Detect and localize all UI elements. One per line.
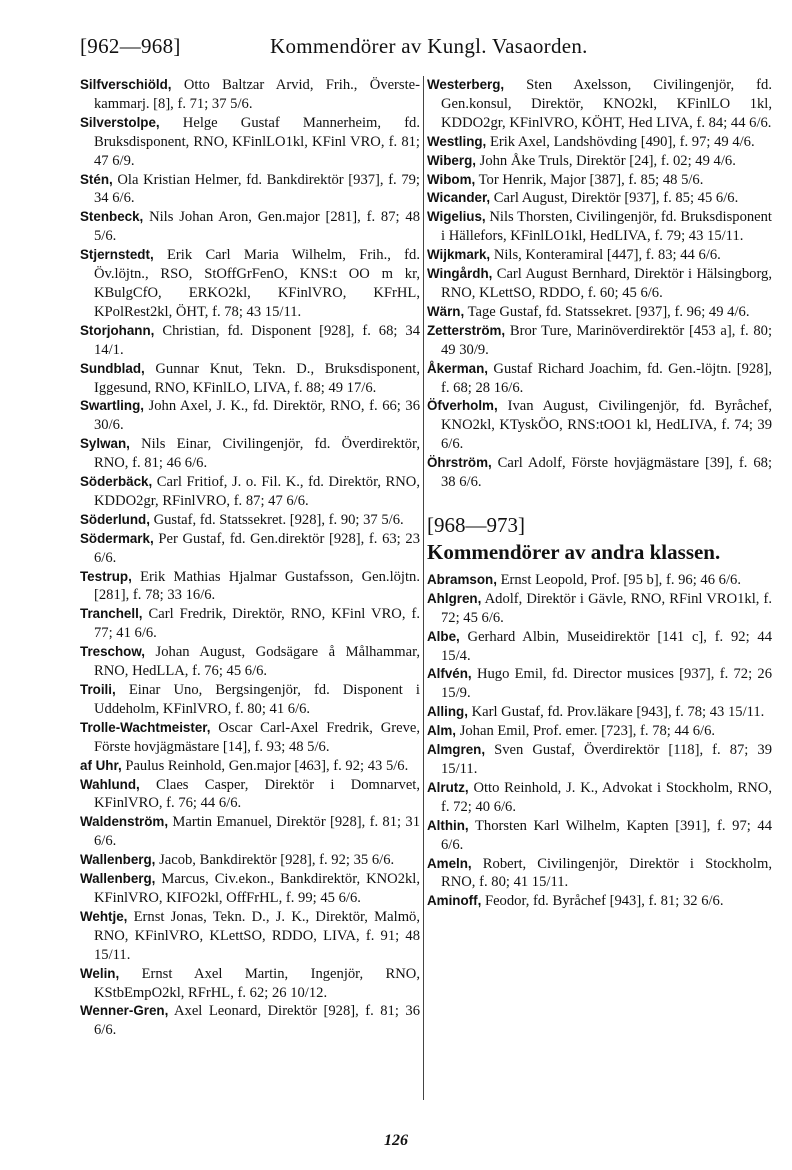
entry-text: Ernst Jonas, Tekn. D., J. K., Direktör, Malmö, RNO, KFinlVRO, KLettSO, RDDO, LIVA, f. 91; 48 15/11. xyxy=(94,908,420,963)
entry-name: Öhrström, xyxy=(427,455,492,471)
entry xyxy=(80,813,420,851)
entry-text: Sten Axelsson, Civilingenjör, fd. Gen.konsul, Direktör, KNO2kl, KFinlLO 1kl, KDDO2gr, KFinlVRO, KÖHT, Hed LIVA, f. 84; 44 6/6. xyxy=(441,77,772,131)
entry xyxy=(427,265,772,303)
entry-name: Wicander, xyxy=(427,190,491,206)
entry-name: Sundblad, xyxy=(80,360,145,376)
entry-name: Aminoff, xyxy=(427,893,482,909)
entry-name: Wingårdh, xyxy=(427,266,493,282)
entry xyxy=(427,779,772,817)
page-title: Kommendörer av Kungl. Vasaorden. xyxy=(270,34,588,58)
entry-text: Nils Thorsten, Civilingenjör, fd. Bruksdisponent i Hällefors, KFinlLO1kl, HedLIVA, f. 79; 43 15/11. xyxy=(441,209,772,245)
page-range: [962—968] xyxy=(80,34,181,58)
entry xyxy=(80,908,420,965)
entry-text: John Åke Truls, Direktör [24], f. 02; 49 4/6. xyxy=(479,152,736,169)
entry-name: Alfvén, xyxy=(427,666,472,682)
entry-name: Swartling, xyxy=(80,398,144,414)
entry xyxy=(80,1002,420,1040)
entry-name: Stjernstedt, xyxy=(80,247,154,263)
entry xyxy=(427,571,772,590)
entry-name: Wijkmark, xyxy=(427,247,491,263)
entry xyxy=(80,776,420,814)
entry-name: Althin, xyxy=(427,817,469,833)
section-title: Kommendörer av andra klassen. xyxy=(427,539,721,564)
entry-text: Carl August, Direktör [937], f. 85; 45 6/6. xyxy=(493,190,739,207)
entry-text: Ernst Leopold, Prof. [95 b], f. 96; 46 6/6. xyxy=(500,571,741,588)
entry-text: Erik Mathias Hjalmar Gustafsson, Gen.löjtn. [281], f. 78; 33 16/6. xyxy=(94,568,420,604)
entry-text: Carl Fritiof, J. o. Fil. K., fd. Direktör, RNO, KDDO2gr, RFinlVRO, f. 87; 47 6/6. xyxy=(94,474,420,509)
entry-name: Alling, xyxy=(427,704,468,720)
section-entries xyxy=(427,571,772,911)
entry-text: Johan Emil, Prof. emer. [723], f. 78; 44 6/6. xyxy=(459,723,716,740)
entry-name: Wallenberg, xyxy=(80,871,156,887)
entry xyxy=(427,360,772,398)
entry-name: Zetterström, xyxy=(427,322,506,338)
entry-name: Testrup, xyxy=(80,568,132,584)
entry-name: Welin, xyxy=(80,965,120,981)
entry-name: af Uhr, xyxy=(80,757,122,773)
entry-text: Erik Axel, Landshövding [490], f. 97; 49 4/6. xyxy=(489,133,755,150)
entry-text: Christian, fd. Disponent [928], f. 68; 34 14/1. xyxy=(94,322,420,358)
section-range: [968—973] xyxy=(427,512,525,537)
entry-name: Stén, xyxy=(80,171,113,187)
entry-text: Martin Emanuel, Direktör [928], f. 81; 31 6/6. xyxy=(94,814,420,850)
entry-text: Carl Fredrik, Direktör, RNO, KFinl VRO, f. 77; 41 6/6. xyxy=(94,606,421,642)
running-head xyxy=(80,34,770,60)
entry-name: Söderlund, xyxy=(80,511,150,527)
entry-name: Wibom, xyxy=(427,171,476,187)
entry xyxy=(427,722,772,741)
right-column-entries xyxy=(427,76,772,492)
entry-name: Silfverschiöld, xyxy=(80,77,172,92)
entry-name: Ameln, xyxy=(427,855,472,871)
entry-text: Sven Gustaf, Överdirektör [118], f. 87; 39 15/11. xyxy=(441,742,772,777)
entry-text: Otto Reinhold, J. K., Advokat i Stockholm, RNO, f. 72; 40 6/6. xyxy=(441,779,772,815)
entry-name: Storjohann, xyxy=(80,322,155,338)
entry-text: Thorsten Karl Wilhelm, Kapten [391], f. 97; 44 6/6. xyxy=(441,817,772,853)
entry xyxy=(427,322,772,360)
entry-name: Åkerman, xyxy=(427,360,489,376)
entry xyxy=(427,665,772,703)
entry xyxy=(427,246,772,265)
entry-name: Wehtje, xyxy=(80,908,128,924)
entry xyxy=(80,360,420,398)
entry-name: Westerberg, xyxy=(427,77,505,92)
entry-text: Tage Gustaf, fd. Statssekret. [937], f. 96; 49 4/6. xyxy=(467,303,750,320)
entry-text: Ernst Axel Martin, Ingenjör, RNO, KStbEmpO2kl, RFrHL, f. 62; 26 10/12. xyxy=(94,965,420,1001)
entry xyxy=(80,851,420,870)
entry-text: John Axel, J. K., fd. Direktör, RNO, f. 66; 36 30/6. xyxy=(94,398,420,434)
entry xyxy=(427,171,772,190)
entry xyxy=(80,322,420,360)
entry-name: Westling, xyxy=(427,133,487,149)
entry xyxy=(80,435,420,473)
entry xyxy=(80,757,420,776)
entry-name: Ahlgren, xyxy=(427,590,482,606)
entry xyxy=(80,965,420,1003)
entry-text: Oscar Carl-Axel Fredrik, Greve, Förste hovjägmästare [14], f. 93; 48 5/6. xyxy=(94,719,420,755)
entry-name: Almgren, xyxy=(427,742,486,758)
entry-text: Paulus Reinhold, Gen.major [463], f. 92; 43 5/6. xyxy=(125,757,409,774)
entry-text: Claes Casper, Direktör i Domnarvet, KFinlVRO, f. 76; 44 6/6. xyxy=(94,776,420,812)
entry-name: Öfverholm, xyxy=(427,398,498,414)
entry-text: Tor Henrik, Major [387], f. 85; 48 5/6. xyxy=(478,171,704,188)
entry-name: Waldenström, xyxy=(80,814,169,830)
entry-text: Ola Kristian Helmer, fd. Bankdirektör [937], f. 79; 34 6/6. xyxy=(94,171,420,207)
entry-text: Marcus, Civ.ekon., Bankdirektör, KNO2kl, KFinlVRO, KIFO2kl, OffFrHL, f. 99; 45 6/6. xyxy=(94,871,420,906)
entry-name: Tranchell, xyxy=(80,606,143,622)
entry xyxy=(80,208,420,246)
entry xyxy=(80,76,420,114)
entry xyxy=(427,855,772,893)
entry-text: Robert, Civilingenjör, Direktör i Stockholm, RNO, f. 80; 41 15/11. xyxy=(441,855,772,891)
entry-text: Einar Uno, Bergsingenjör, fd. Disponent i Uddeholm, KFinlVRO, f. 80; 41 6/6. xyxy=(94,682,420,717)
entry-text: Carl Adolf, Förste hovjägmästare [39], f. 68; 38 6/6. xyxy=(441,455,772,491)
entry-name: Södermark, xyxy=(80,530,154,546)
entry xyxy=(427,76,772,133)
entry xyxy=(80,568,420,606)
entry-name: Söderbäck, xyxy=(80,474,153,490)
entry-text: Feodor, fd. Byråchef [943], f. 81; 32 6/6. xyxy=(484,893,724,910)
entry xyxy=(80,246,420,322)
entry xyxy=(427,628,772,666)
entry-text: Nils Johan Aron, Gen.major [281], f. 87; 48 5/6. xyxy=(94,209,420,245)
entry-name: Silverstolpe, xyxy=(80,114,160,130)
entry xyxy=(427,892,772,911)
entry-text: Gunnar Knut, Tekn. D., Bruksdisponent, Iggesund, RNO, KFinlLO, LIVA, f. 88; 49 17/6. xyxy=(94,360,420,396)
entry-text: Ivan August, Civilingenjör, fd. Byråchef, KNO2kl, KTyskÖO, RNS:tOO1 kl, HedLIVA, f. 74; 39 6/6. xyxy=(441,398,773,453)
entry-text: Gustaf, fd. Statssekret. [928], f. 90; 37 5/6. xyxy=(153,511,404,528)
entry xyxy=(427,189,772,208)
entry xyxy=(427,133,772,152)
entry xyxy=(427,303,772,322)
entry-name: Alrutz, xyxy=(427,779,469,795)
entry-text: Per Gustaf, fd. Gen.direktör [928], f. 63; 23 6/6. xyxy=(94,530,420,566)
entry-name: Sylwan, xyxy=(80,436,130,452)
entry-name: Trolle-Wachtmeister, xyxy=(80,719,211,735)
entry-text: Bror Ture, Marinöverdirektör [453 a], f. 80; 49 30/9. xyxy=(441,322,772,358)
entry-name: Wärn, xyxy=(427,303,465,319)
entry xyxy=(80,643,420,681)
entry-name: Alm, xyxy=(427,723,457,739)
entry xyxy=(427,590,772,628)
entry-text: Gustaf Richard Joachim, fd. Gen.-löjtn. [928], f. 68; 28 16/6. xyxy=(441,360,773,396)
entry-name: Wigelius, xyxy=(427,209,486,225)
entry-text: Otto Baltzar Arvid, Frih., Överste-kammarj. [8], f. 71; 37 5/6. xyxy=(94,77,420,112)
entry xyxy=(80,870,420,908)
entry xyxy=(427,454,772,492)
right-column xyxy=(427,76,772,911)
entry-text: Adolf, Direktör i Gävle, RNO, RFinl VRO1kl, f. 72; 45 6/6. xyxy=(441,590,773,626)
entry-text: Gerhard Albin, Museidirektör [141 c], f. 92; 44 15/4. xyxy=(441,628,772,664)
entry xyxy=(427,741,772,779)
entry xyxy=(80,605,420,643)
entry-name: Abramson, xyxy=(427,571,497,587)
entry-name: Troili, xyxy=(80,682,116,697)
column-divider xyxy=(423,76,424,1100)
entry-text: Jacob, Bankdirektör [928], f. 92; 35 6/6. xyxy=(159,852,395,869)
entry-text: Nils, Konteramiral [447], f. 83; 44 6/6. xyxy=(493,247,721,264)
entry xyxy=(80,511,420,530)
entry-text: Nils Einar, Civilingenjör, fd. Överdirektör, RNO, f. 81; 46 6/6. xyxy=(94,436,420,472)
entry-text: Hugo Emil, fd. Director musices [937], f. 72; 26 15/9. xyxy=(441,666,773,702)
entry-name: Wahlund, xyxy=(80,776,140,792)
entry xyxy=(427,703,772,722)
entry-text: Erik Carl Maria Wilhelm, Frih., fd. Öv.löjtn., RSO, StOffGrFenO, KNS:t OO m kr, KBulgCfO, ERKO2kl, KFinlVRO, KFrHL, KPolRest2kl, ÖHT, f. 78; 43 15/11. xyxy=(94,247,420,320)
entry-text: Karl Gustaf, fd. Prov.läkare [943], f. 78; 43 15/11. xyxy=(471,704,765,721)
entry-name: Treschow, xyxy=(80,644,145,660)
entry xyxy=(427,208,772,246)
left-column xyxy=(80,76,420,1040)
entry xyxy=(80,473,420,511)
entry-text: Helge Gustaf Mannerheim, fd. Bruksdisponent, RNO, KFinlLO1kl, KFinl VRO, f. 81; 47 6/9. xyxy=(94,114,421,169)
entry-text: Carl August Bernhard, Direktör i Hälsingborg, RNO, KLettSO, RDDO, f. 60; 45 6/6. xyxy=(441,266,773,301)
entry xyxy=(80,530,420,568)
entry xyxy=(80,719,420,757)
entry xyxy=(80,397,420,435)
entry xyxy=(427,817,772,855)
entry xyxy=(427,397,772,454)
page-number: 126 xyxy=(384,1132,408,1149)
entry-text: Johan August, Godsägare å Målhammar, RNO, HedLLA, f. 76; 45 6/6. xyxy=(94,644,420,680)
entry xyxy=(80,171,420,209)
entry xyxy=(80,681,420,719)
entry xyxy=(427,152,772,171)
entry-name: Wallenberg, xyxy=(80,852,156,868)
entry-text: Axel Leonard, Direktör [928], f. 81; 36 6/6. xyxy=(94,1003,420,1039)
entry-name: Stenbeck, xyxy=(80,209,144,225)
entry-name: Wenner-Gren, xyxy=(80,1003,169,1019)
entry-name: Wiberg, xyxy=(427,152,476,168)
entry-name: Albe, xyxy=(427,628,460,644)
entry xyxy=(80,114,420,171)
